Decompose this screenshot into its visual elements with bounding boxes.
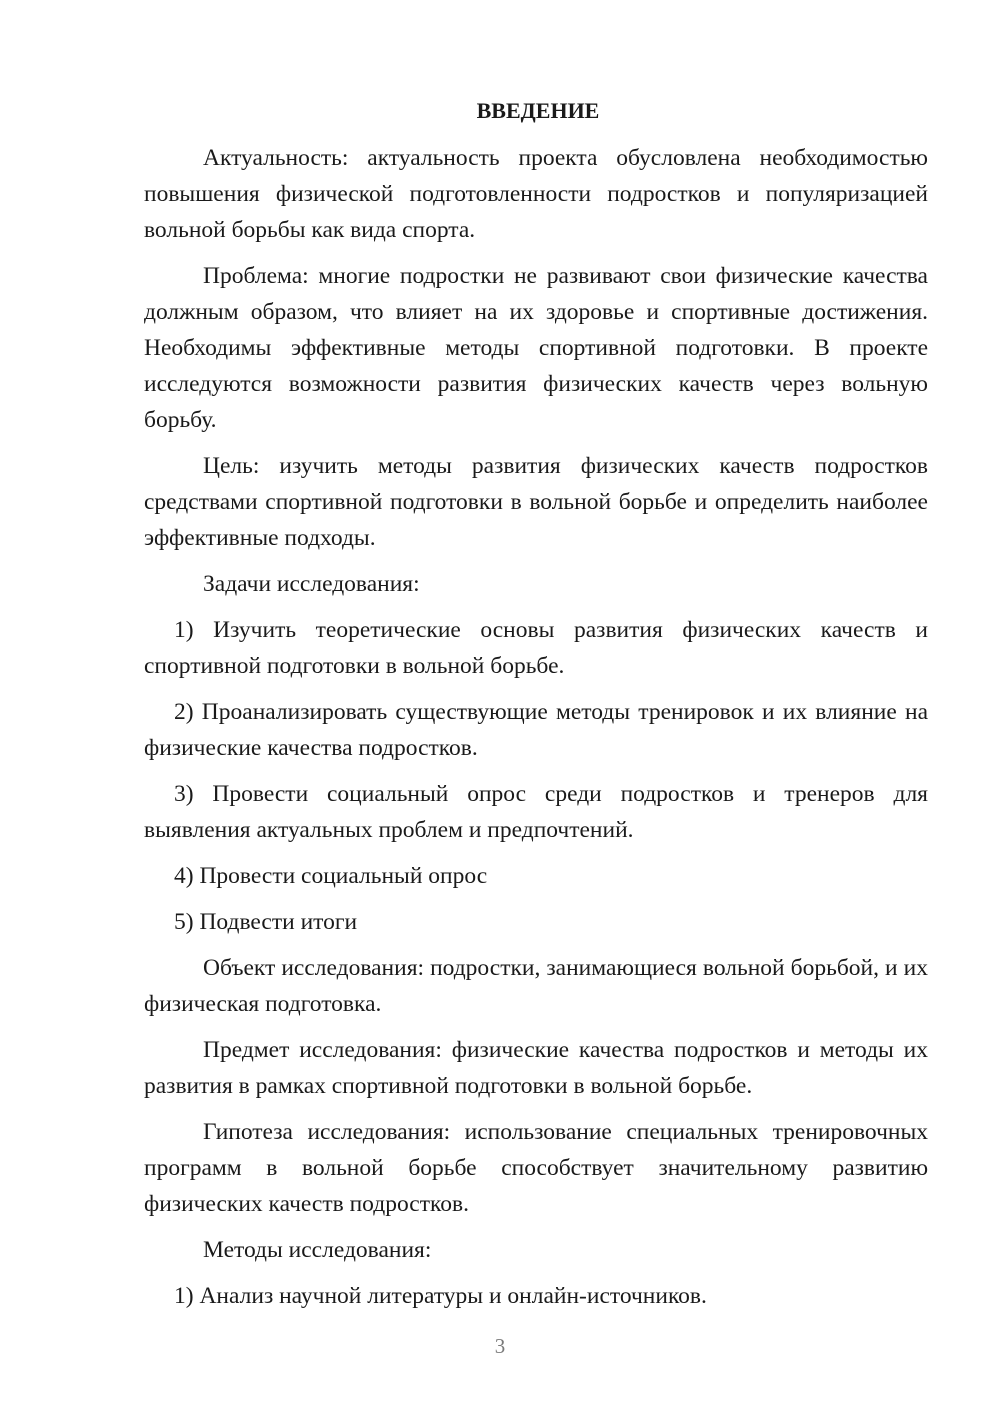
task-item-2: 2) Проанализировать существующие методы тренировок и их влияние на физические качества подростков. — [144, 699, 928, 761]
problem-paragraph: Проблема: многие подростки не развивают свои физические качества должным образом, что влияет на их здоровье и спортивные достижения. Необходимы эффективные методы спортивной подготовки. В проекте исследуются возможности развития физических качеств через вольную борьбу. — [144, 263, 928, 433]
document-page — [144, 96, 928, 1324]
methods-heading: Методы исследования: — [203, 1237, 432, 1263]
method-item-1: 1) Анализ научной литературы и онлайн-источников. — [174, 1283, 707, 1309]
task-item-5: 5) Подвести итоги — [174, 909, 358, 935]
page-number: 3 — [494, 1334, 506, 1358]
task-item-4: 4) Провести социальный опрос — [174, 863, 488, 889]
task-item-1: 1) Изучить теоретические основы развития физических качеств и спортивной подготовки в вольной борьбе. — [144, 617, 928, 679]
subject-paragraph: Предмет исследования: физические качества подростков и методы их развития в рамках спортивной подготовки в вольной борьбе. — [144, 1037, 928, 1099]
tasks-heading: Задачи исследования: — [203, 571, 420, 597]
goal-paragraph: Цель: изучить методы развития физических качеств подростков средствами спортивной подготовки в вольной борьбе и определить наиболее эффективные подходы. — [144, 453, 928, 551]
task-item-3: 3) Провести социальный опрос среди подростков и тренеров для выявления актуальных проблем и предпочтений. — [144, 781, 928, 843]
object-paragraph: Объект исследования: подростки, занимающиеся вольной борьбой, и их физическая подготовка. — [144, 955, 928, 1017]
hypothesis-paragraph: Гипотеза исследования: использование специальных тренировочных программ в вольной борьбе способствует значительному развитию физических качеств подростков. — [144, 1119, 928, 1217]
relevance-paragraph: Актуальность: актуальность проекта обусловлена необходимостью повышения физической подготовленности подростков и популяризацией вольной борьбы как вида спорта. — [144, 145, 928, 243]
section-title: ВВЕДЕНИЕ — [476, 98, 600, 123]
